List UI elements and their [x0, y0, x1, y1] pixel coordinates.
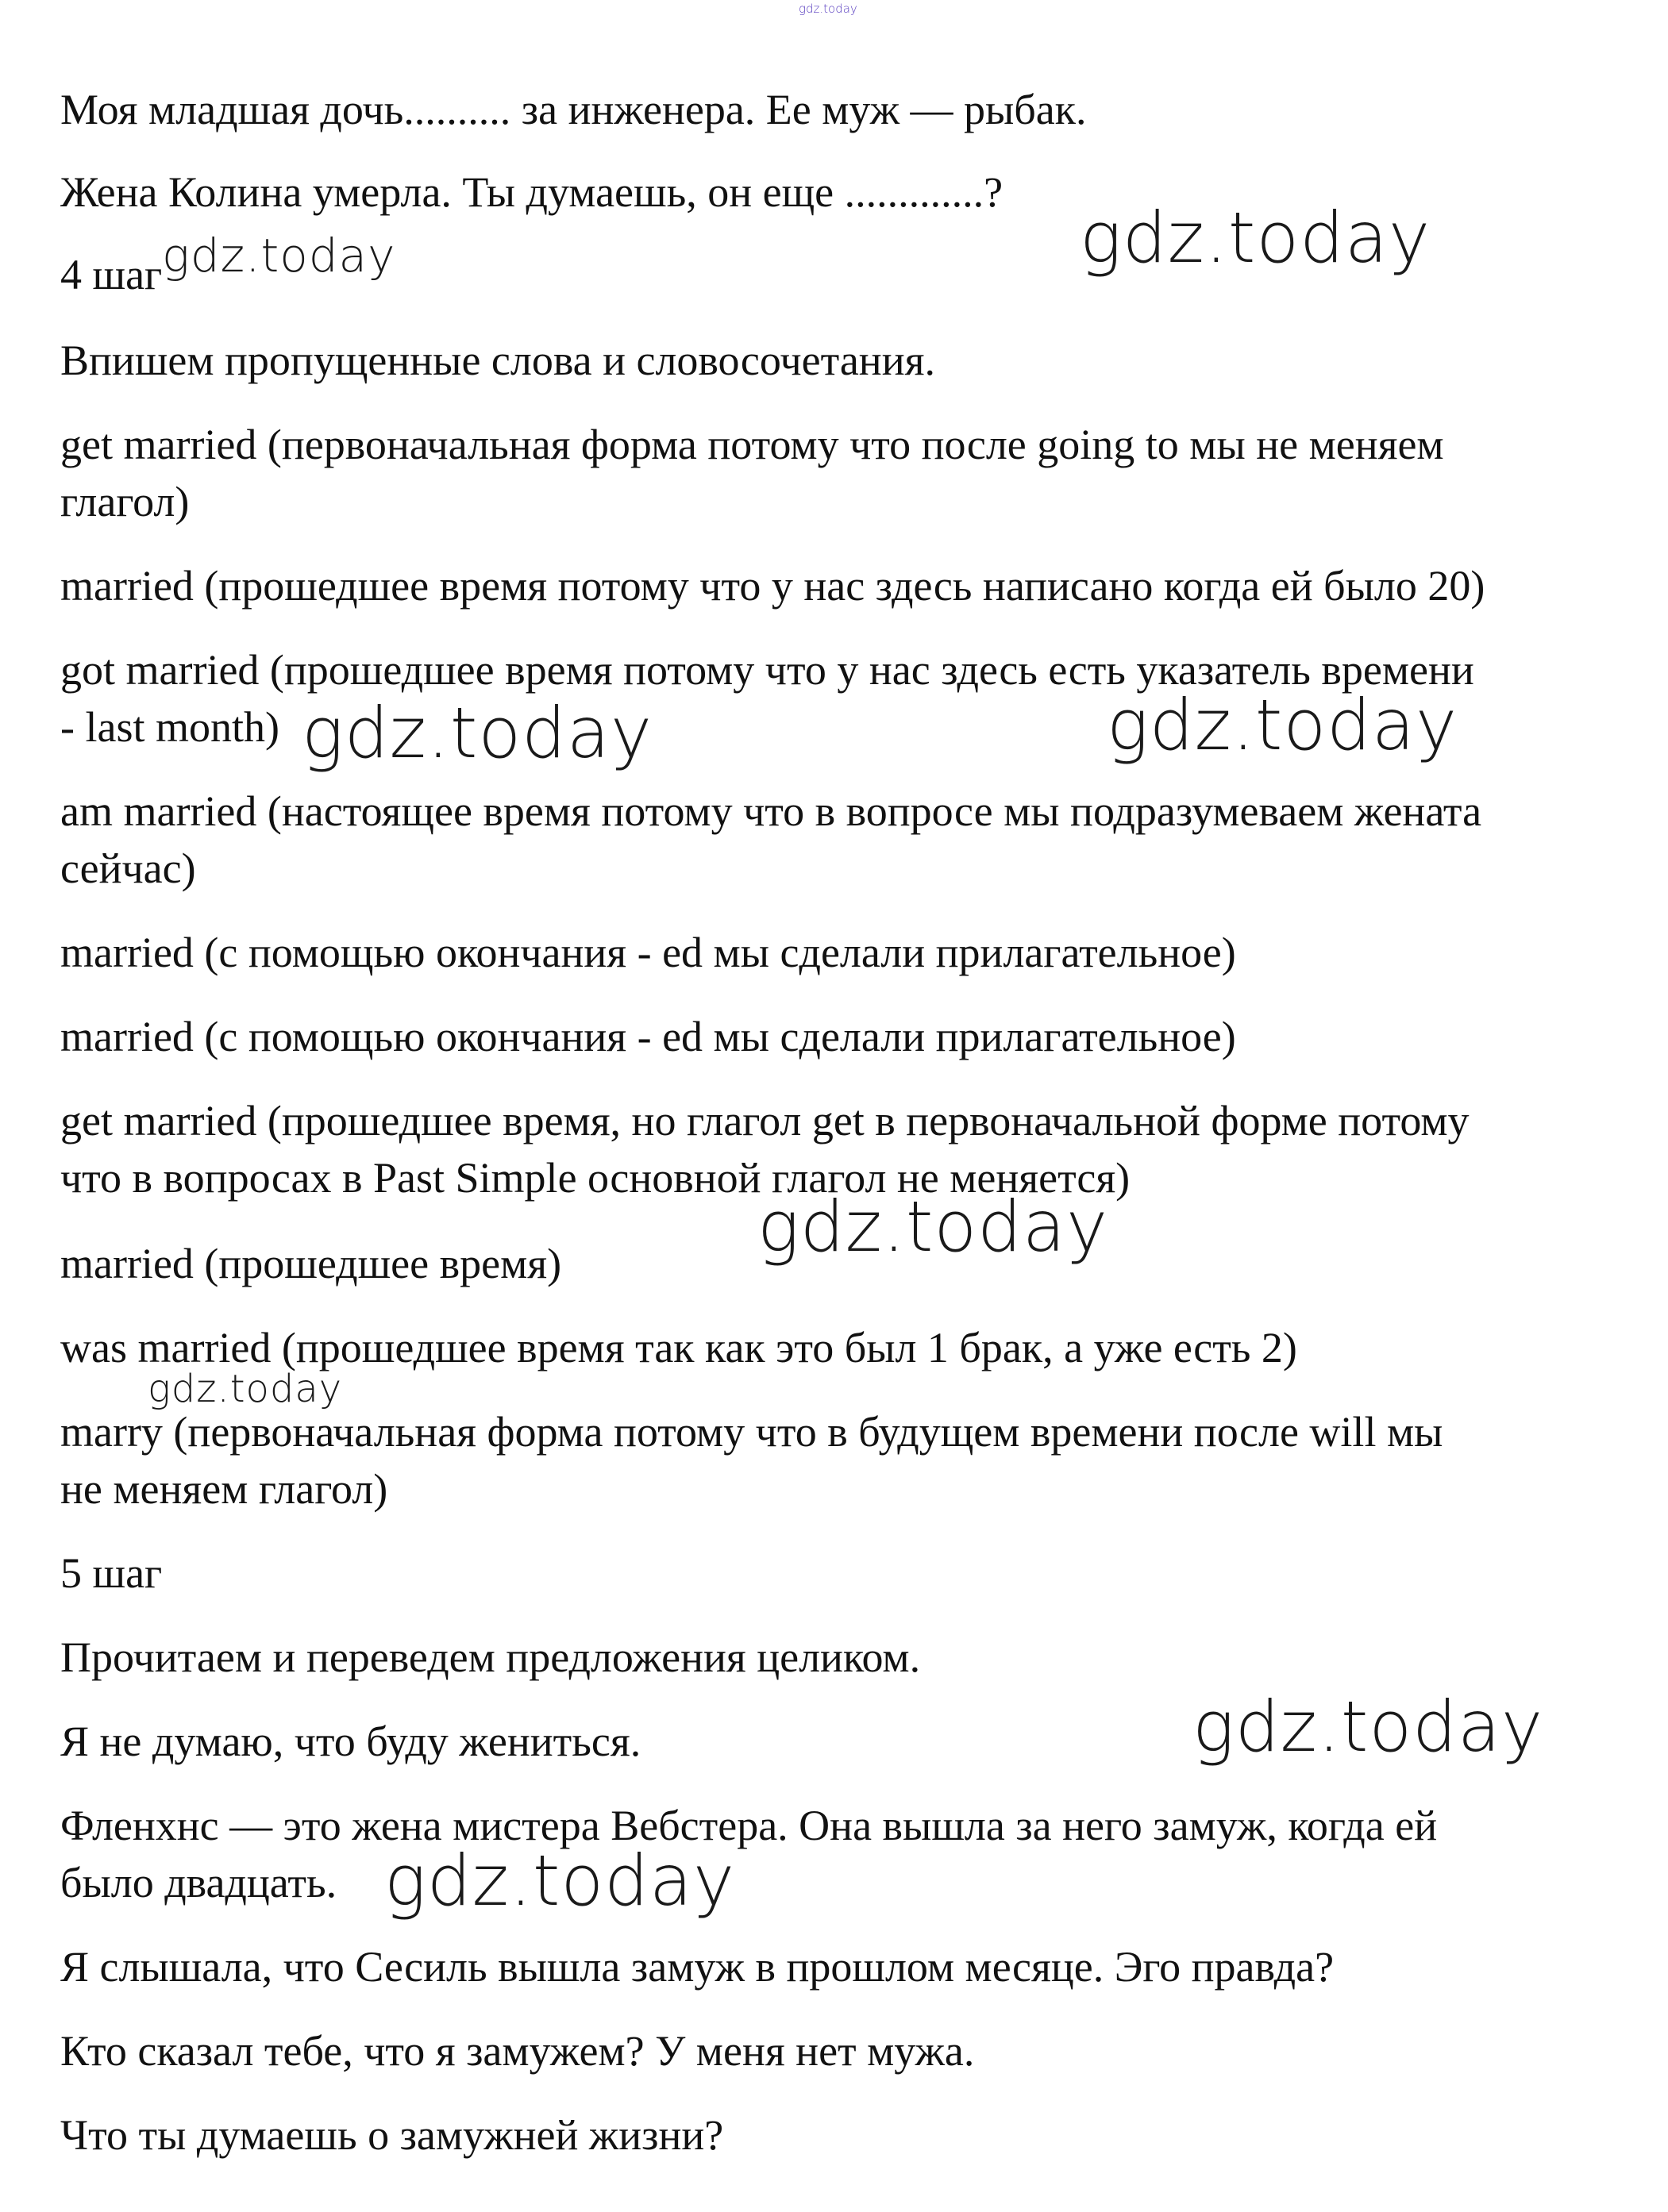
watermark: gdz.today [1080, 197, 1431, 279]
translation-line: Я не думаю, что буду жениться. [60, 1718, 641, 1765]
text-line: Впишем пропущенные слова и словосочетания. [60, 337, 935, 384]
answer-line: что в вопросах в Past Simple основной глагол не меняется) [60, 1154, 1131, 1202]
answer-line: marry (первоначальная форма потому что в будущем времени после will мы [60, 1408, 1443, 1456]
watermark: gdz.today [302, 692, 653, 774]
answer-line: married (прошедшее время) [60, 1240, 562, 1287]
answer-line: - last month) [60, 703, 279, 751]
translation-line: Что ты думаешь о замужней жизни? [60, 2111, 724, 2159]
step-heading: 4 шаг [60, 251, 163, 298]
translation-line: Кто сказал тебе, что я замужем? У меня нет мужа. [60, 2027, 975, 2075]
answer-line: не меняем глагол) [60, 1465, 388, 1513]
translation-line: было двадцать. [60, 1859, 337, 1906]
step-heading: 5 шаг [60, 1549, 163, 1597]
watermark: gdz.today [757, 1186, 1109, 1268]
answer-line: was married (прошедшее время так как это был 1 брак, а уже есть 2) [60, 1324, 1297, 1371]
answer-line: am married (настоящее время потому что в вопросе мы подразумеваем жената [60, 787, 1482, 835]
watermark: gdz.today [384, 1840, 736, 1922]
watermark: gdz.today [162, 229, 396, 283]
answer-line: married (с помощью окончания - ed мы сделали прилагательное) [60, 1013, 1236, 1060]
text-line: Моя младшая дочь.......... за инженера. Ее муж — рыбак. [60, 86, 1087, 133]
watermark: gdz.today [1107, 684, 1458, 766]
answer-line: get married (первоначальная форма потому что после going to мы не меняем [60, 421, 1444, 468]
translation-line: Фленхнс — это жена мистера Вебстера. Она вышла за него замуж, когда ей [60, 1802, 1438, 1849]
translation-line: Я слышала, что Сесиль вышла замуж в прошлом месяце. Эго правда? [60, 1943, 1335, 1991]
answer-line: get married (прошедшее время, но глагол get в первоначальной форме потому [60, 1097, 1470, 1144]
answer-line: married (прошедшее время потому что у нас здесь написано когда ей было 20) [60, 562, 1485, 610]
text-line: Жена Колина умерла. Ты думаешь, он еще .............? [60, 168, 1003, 216]
answer-line: married (с помощью окончания - ed мы сделали прилагательное) [60, 929, 1236, 976]
watermark: gdz.today [148, 1367, 343, 1411]
text-line: Прочитаем и переведем предложения целиком. [60, 1633, 921, 1681]
watermark: gdz.today [1192, 1686, 1544, 1768]
answer-line: сейчас) [60, 844, 196, 892]
header-watermark: gdz.today [799, 2, 857, 16]
answer-line: got married (прошедшее время потому что у нас здесь есть указатель времени [60, 646, 1474, 694]
answer-line: глагол) [60, 478, 190, 525]
